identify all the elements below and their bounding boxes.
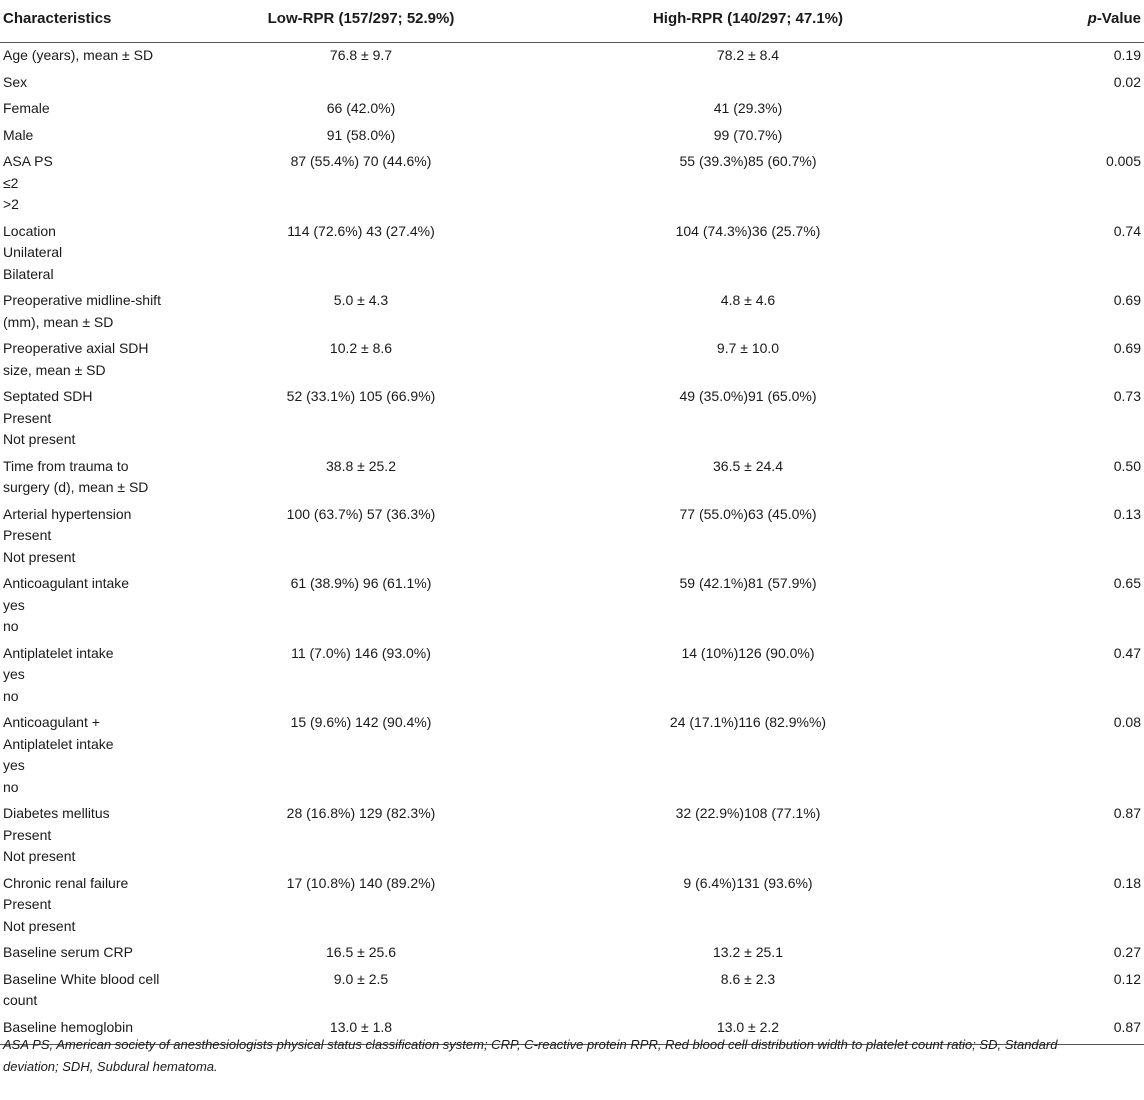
row-label-sub: Present [3, 409, 52, 426]
p-value-cell: 0.69 [1113, 292, 1141, 308]
p-value-cell: 0.47 [1113, 644, 1141, 661]
row-label-main: Antiplatelet intake [3, 644, 114, 661]
table-row [0, 571, 1144, 641]
row-label-sub: Present [3, 826, 52, 843]
low-rpr-cell: 16.5 ± 25.6 [326, 944, 396, 960]
high-rpr-cell: 4.8 ± 4.6 [720, 292, 776, 308]
table-row [0, 123, 1144, 150]
row-label-sub: Present [3, 527, 52, 543]
header-high-rpr: High-RPR (140/297; 47.1%) [542, 6, 954, 43]
row-label-main: Septated SDH [3, 388, 93, 404]
header-low-rpr: Low-RPR (157/297; 52.9%) [180, 6, 542, 43]
high-rpr-cell: 24 (17.1%)116 (82.9%%) [669, 714, 827, 730]
high-rpr-cell: 99 (70.7%) [713, 126, 783, 143]
row-label-sub: Not present [3, 431, 76, 447]
row-label-sub: surgery (d), mean ± SD [3, 479, 149, 495]
row-label-sub: no [3, 778, 19, 795]
row-label-sub: size, mean ± SD [3, 361, 106, 378]
low-rpr-cell: 9.0 ± 2.5 [333, 970, 389, 987]
low-rpr-cell: 91 (58.0%) [326, 126, 396, 143]
row-label-sub: Antiplatelet intake [3, 735, 114, 752]
low-rpr-cell: 38.8 ± 25.2 [326, 457, 396, 474]
row-label-sub: no [3, 618, 19, 634]
low-rpr-cell: 114 (72.6%) 43 (27.4%) [287, 222, 435, 239]
low-rpr-cell: 66 (42.0%) [326, 100, 396, 116]
row-label-sub: yes [3, 666, 25, 682]
low-rpr-cell: 5.0 ± 4.3 [333, 292, 389, 308]
high-rpr-cell: 9.7 ± 10.0 [716, 340, 780, 356]
high-rpr-cell: 8.6 ± 2.3 [720, 970, 776, 987]
header-characteristics: Characteristics [0, 6, 180, 43]
row-label [0, 454, 180, 502]
p-value-cell: 0.005 [1105, 153, 1141, 169]
row-label [0, 384, 180, 454]
high-rpr-cell: 32 (22.9%)108 (77.1%) [675, 805, 821, 821]
row-label [0, 149, 180, 219]
row-label-main: Anticoagulant + [3, 714, 100, 730]
p-value-cell [954, 123, 1144, 150]
row-label-main: Male [3, 126, 34, 143]
p-value-cell: 0.74 [1113, 222, 1141, 239]
row-label [0, 336, 180, 384]
high-rpr-cell: 104 (74.3%)36 (25.7%) [675, 222, 821, 239]
footnote-line-2: deviation; SDH, Subdural hematoma. [3, 1059, 218, 1074]
row-label-main: ASA PS [3, 153, 53, 169]
high-rpr-cell: 77 (55.0%)63 (45.0%) [679, 505, 817, 522]
p-value-cell: 0.02 [1113, 73, 1141, 90]
low-rpr-cell: 28 (16.8%) 129 (82.3%) [286, 805, 436, 821]
low-rpr-cell: 13.0 ± 1.8 [180, 1015, 542, 1045]
p-value-cell: 0.65 [1113, 575, 1141, 591]
row-label [0, 967, 180, 1015]
low-rpr-cell: 100 (63.7%) 57 (36.3%) [286, 505, 436, 522]
p-value-cell: 0.69 [1113, 340, 1141, 356]
high-rpr-cell [542, 70, 954, 97]
row-label [0, 871, 180, 941]
p-value-cell: 0.19 [1113, 47, 1141, 63]
table-row [0, 940, 1144, 967]
footnote-line-1: ASA PS, American society of anesthesiologists physical status classification system; CRP, C-reactive protein RPR, Red blood cell distribution width to platelet count ratio; SD, Standard [3, 1037, 1058, 1052]
row-label-sub: Present [3, 896, 52, 912]
row-label-main: Preoperative midline-shift [3, 292, 161, 308]
low-rpr-cell: 52 (33.1%) 105 (66.9%) [286, 388, 436, 404]
high-rpr-cell: 59 (42.1%)81 (57.9%) [679, 575, 817, 591]
row-label-main: Arterial hypertension [3, 505, 132, 522]
table-body [0, 43, 1144, 1045]
row-label-sub: yes [3, 596, 25, 613]
high-rpr-cell: 9 (6.4%)131 (93.6%) [683, 874, 813, 891]
table-row [0, 967, 1144, 1015]
characteristics-table [0, 6, 1144, 1045]
row-label-main: Baseline hemoglobin [3, 1018, 133, 1035]
low-rpr-cell: 15 (9.6%) 142 (90.4%) [290, 714, 432, 730]
row-label-main: Female [3, 100, 50, 116]
p-value-cell: 0.18 [1113, 874, 1141, 891]
high-rpr-cell: 13.0 ± 2.2 [542, 1015, 954, 1045]
high-rpr-cell: 14 (10%)126 (90.0%) [681, 644, 815, 661]
high-rpr-cell: 41 (29.3%) [713, 100, 783, 116]
row-label [0, 288, 180, 336]
p-value-cell: 0.87 [954, 1015, 1144, 1045]
row-label-sub: Not present [3, 848, 76, 864]
row-label-main: Preoperative axial SDH [3, 340, 149, 356]
row-label-sub: ≤2 [3, 174, 19, 191]
low-rpr-cell: 61 (38.9%) 96 (61.1%) [290, 575, 432, 591]
table-row [0, 70, 1144, 97]
high-rpr-cell: 36.5 ± 24.4 [713, 457, 783, 474]
low-rpr-cell: 76.8 ± 9.7 [329, 47, 393, 63]
row-label-main: Chronic renal failure [3, 874, 129, 891]
row-label-main: Age (years), mean ± SD [3, 47, 154, 63]
row-label-main: Location [3, 222, 56, 239]
table-footnote [3, 1034, 1141, 1078]
low-rpr-cell: 11 (7.0%) 146 (93.0%) [291, 644, 431, 661]
row-label [0, 502, 180, 572]
header-p-suffix: -Value [1096, 10, 1141, 27]
table-row [0, 502, 1144, 572]
header-row [0, 6, 1144, 43]
table-row [0, 43, 1144, 70]
row-label [0, 96, 180, 123]
p-value-cell: 0.87 [1113, 805, 1141, 821]
table-row [0, 384, 1144, 454]
row-label [0, 70, 180, 97]
row-label-sub: >2 [3, 196, 19, 212]
row-label-sub: (mm), mean ± SD [3, 313, 114, 330]
high-rpr-cell: 55 (39.3%)85 (60.7%) [679, 153, 817, 169]
p-value-cell: 0.50 [1113, 457, 1141, 474]
row-label-sub: Unilateral [3, 244, 63, 260]
table-row [0, 288, 1144, 336]
row-label-sub: count [3, 992, 38, 1008]
row-label [0, 710, 180, 801]
table-row [0, 454, 1144, 502]
p-value-cell [954, 96, 1144, 123]
table-row [0, 801, 1144, 871]
header-p-italic: p [1087, 10, 1097, 27]
row-label-main: Baseline White blood cell [3, 970, 160, 987]
p-value-cell: 0.12 [1113, 970, 1141, 987]
table-row [0, 871, 1144, 941]
row-label-main: Sex [3, 73, 28, 90]
low-rpr-cell: 17 (10.8%) 140 (89.2%) [286, 874, 436, 891]
row-label-main: Anticoagulant intake [3, 575, 130, 591]
row-label-sub: Not present [3, 917, 76, 934]
table-row [0, 219, 1144, 289]
row-label-main: Baseline serum CRP [3, 944, 133, 960]
row-label [0, 801, 180, 871]
table-row [0, 641, 1144, 711]
row-label-sub: yes [3, 757, 25, 773]
row-label [0, 571, 180, 641]
row-label-main: Diabetes mellitus [3, 805, 110, 821]
header-p-value [954, 6, 1144, 43]
row-label-sub: Bilateral [3, 265, 54, 282]
row-label [0, 219, 180, 289]
row-label [0, 940, 180, 967]
table-row [0, 149, 1144, 219]
table-row [0, 96, 1144, 123]
p-value-cell: 0.13 [1113, 505, 1141, 522]
p-value-cell: 0.08 [1113, 714, 1141, 730]
row-label [0, 123, 180, 150]
p-value-cell: 0.27 [1113, 944, 1141, 960]
row-label [0, 43, 180, 70]
table-row [0, 336, 1144, 384]
p-value-cell: 0.73 [1113, 388, 1141, 404]
low-rpr-cell [180, 70, 542, 97]
row-label [0, 641, 180, 711]
high-rpr-cell: 13.2 ± 25.1 [713, 944, 783, 960]
low-rpr-cell: 10.2 ± 8.6 [329, 340, 393, 356]
table-row [0, 710, 1144, 801]
row-label-sub: no [3, 687, 19, 704]
high-rpr-cell: 78.2 ± 8.4 [716, 47, 780, 63]
row-label-main: Time from trauma to [3, 457, 129, 474]
low-rpr-cell: 87 (55.4%) 70 (44.6%) [290, 153, 432, 169]
row-label-sub: Not present [3, 548, 76, 565]
high-rpr-cell: 49 (35.0%)91 (65.0%) [679, 388, 817, 404]
